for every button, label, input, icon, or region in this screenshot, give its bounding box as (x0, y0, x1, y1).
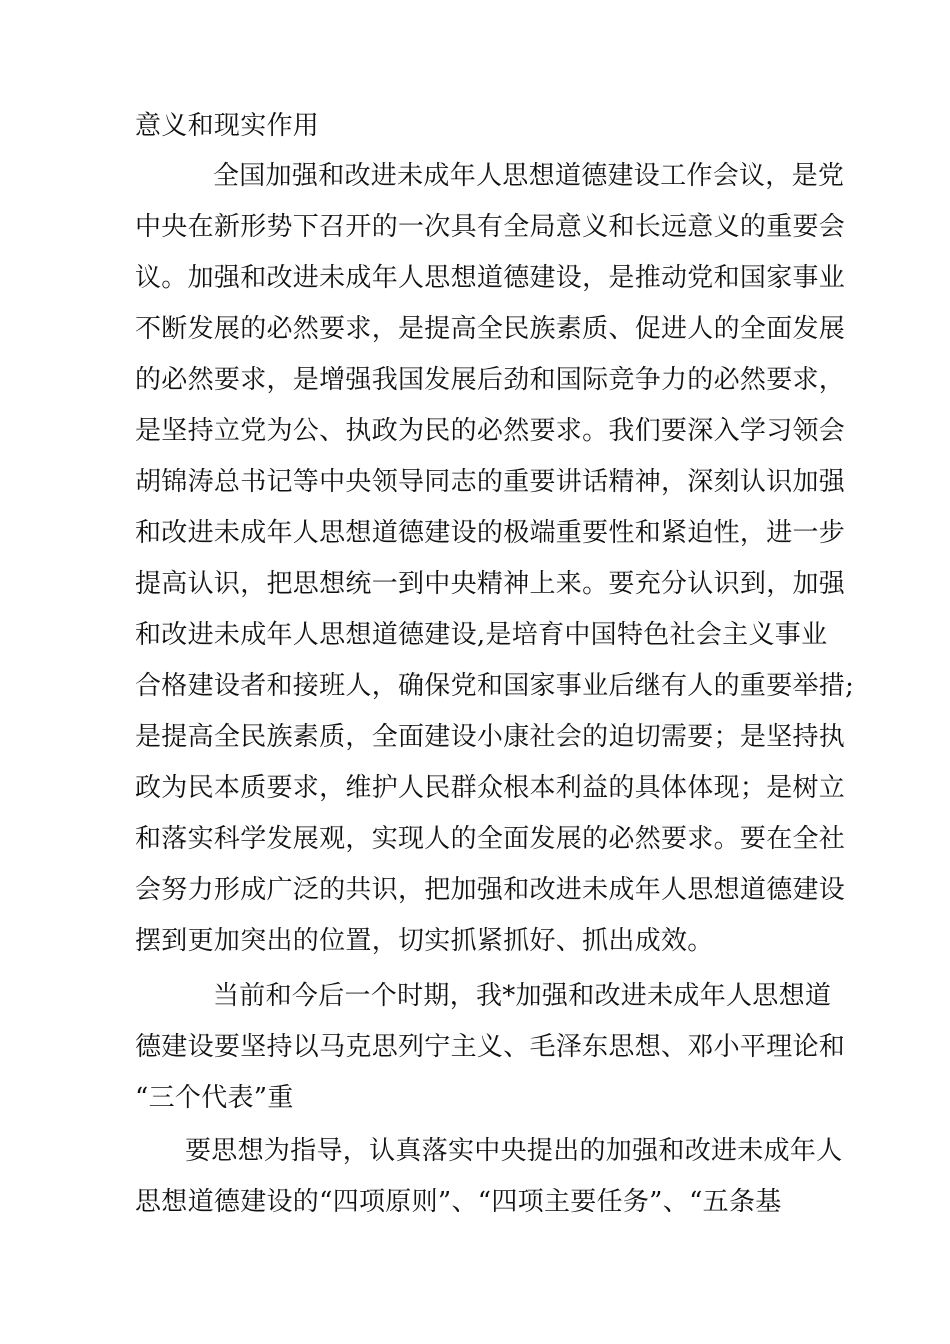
text-line: 的必然要求，是增强我国发展后劲和国际竞争力的必然要求， (135, 365, 846, 395)
text-line: 会努力形成广泛的共识，把加强和改进未成年人思想道德建设 (135, 875, 846, 905)
paragraph-first-line: 全国加强和改进未成年人思想道德建设工作会议，是党 (213, 161, 845, 191)
text-line: 政为民本质要求，维护人民群众根本利益的具体体现；是树立 (135, 773, 846, 803)
paragraph-first-line: 要思想为指导，认真落实中央提出的加强和改进未成年人 (185, 1136, 843, 1166)
text-line: 不断发展的必然要求，是提高全民族素质、促进人的全面发展 (135, 314, 846, 344)
text-line: 思想道德建设的“四项原则”、“四项主要任务”、“五条基 (135, 1187, 782, 1217)
text-line: 是提高全民族素质，全面建设小康社会的迫切需要；是坚持执 (135, 722, 846, 752)
text-line: 是坚持立党为公、执政为民的必然要求。我们要深入学习领会 (135, 416, 846, 446)
text-line: “三个代表”重 (135, 1083, 294, 1113)
text-line: 德建设要坚持以马克思列宁主义、毛泽东思想、邓小平理论和 (135, 1032, 846, 1062)
text-line: 中央在新形势下召开的一次具有全局意义和长远意义的重要会 (135, 212, 846, 242)
text-line: 合格建设者和接班人，确保党和国家事业后继有人的重要举措; (135, 671, 855, 701)
text-line: 和落实科学发展观，实现人的全面发展的必然要求。要在全社 (135, 824, 846, 854)
text-line: 胡锦涛总书记等中央领导同志的重要讲话精神，深刻认识加强 (135, 467, 846, 497)
text-line: 提高认识，把思想统一到中央精神上来。要充分认识到，加强 (135, 569, 846, 599)
text-line: 摆到更加突出的位置，切实抓紧抓好、抓出成效。 (135, 926, 714, 956)
text-line: 和改进未成年人思想道德建设的极端重要性和紧迫性，进一步 (135, 518, 846, 548)
text-line: 和改进未成年人思想道德建设,是培育中国特色社会主义事业 (135, 620, 828, 650)
text-line: 议。加强和改进未成年人思想道德建设，是推动党和国家事业 (135, 263, 846, 293)
paragraph-first-line: 当前和今后一个时期，我*加强和改进未成年人思想道 (213, 981, 832, 1011)
text-line: 意义和现实作用 (135, 111, 320, 141)
